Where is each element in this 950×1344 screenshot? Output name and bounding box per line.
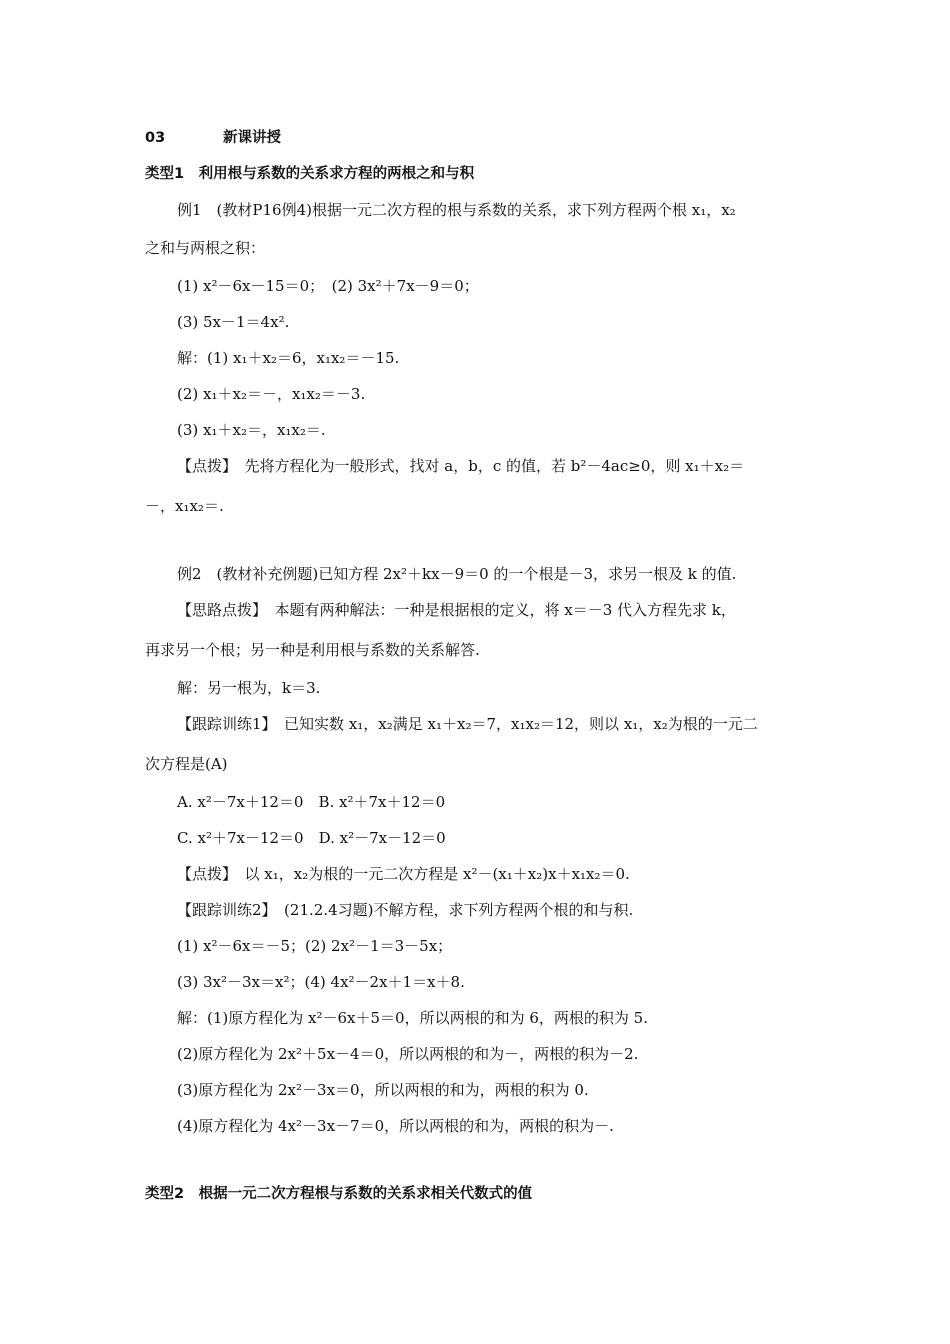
type2-heading: 类型2 根据一元二次方程根与系数的关系求相关代数式的值 bbox=[145, 1186, 533, 1202]
example1-questions-1-2: (1) x²－6x－15＝0； (2) 3x²＋7x－9＝0； bbox=[177, 277, 479, 295]
training2-solution-1: 解：(1)原方程化为 x²－6x＋5＝0，所以两根的和为 6，两根的积为 5. bbox=[177, 1009, 648, 1027]
example2-solution: 解：另一根为，k＝3. bbox=[177, 679, 321, 697]
section-number: 03 bbox=[145, 130, 166, 146]
example2-line1: 例2 (教材补充例题)已知方程 2x²＋kx－9＝0 的一个根是－3，求另一根及 k 的值. bbox=[177, 565, 737, 583]
example1-solution-2: (2) x₁＋x₂＝－，x₁x₂＝－3. bbox=[177, 385, 366, 403]
training1-options-ab: A. x²－7x＋12＝0 B. x²＋7x＋12＝0 bbox=[177, 793, 446, 811]
training2-solution-4: (4)原方程化为 4x²－3x－7＝0，所以两根的和为，两根的积为－. bbox=[177, 1117, 614, 1135]
section-heading bbox=[145, 128, 810, 148]
training1-options-cd: C. x²＋7x－12＝0 D. x²－7x－12＝0 bbox=[177, 829, 446, 847]
training2-solution-2: (2)原方程化为 2x²＋5x－4＝0，所以两根的和为－，两根的积为－2. bbox=[177, 1045, 639, 1063]
example1-line2: 之和与两根之积： bbox=[145, 239, 266, 257]
training2-questions-1-2: (1) x²－6x＝－5；(2) 2x²－1＝3－5x； bbox=[177, 937, 453, 955]
type1-heading: 类型1 利用根与系数的关系求方程的两根之和与积 bbox=[145, 166, 475, 182]
example1-solution-3: (3) x₁＋x₂＝，x₁x₂＝. bbox=[177, 421, 326, 439]
training2-solution-3: (3)原方程化为 2x²－3x＝0，所以两根的和为，两根的积为 0. bbox=[177, 1081, 589, 1099]
example2-hint-line1: 【思路点拨】 本题有两种解法：一种是根据根的定义，将 x＝－3 代入方程先求 k， bbox=[177, 601, 736, 619]
training2-questions-3-4: (3) 3x²－3x＝x²；(4) 4x²－2x＋1＝x＋8. bbox=[177, 973, 465, 991]
training1-line2: 次方程是(A) bbox=[145, 755, 228, 773]
example1-tip-line2: －，x₁x₂＝. bbox=[145, 497, 224, 515]
training1-line1: 【跟踪训练1】 已知实数 x₁，x₂满足 x₁＋x₂＝7，x₁x₂＝12，则以 x₁，x₂为根的一元二 bbox=[177, 715, 758, 733]
training2-line1: 【跟踪训练2】 (21.2.4习题)不解方程，求下列方程两个根的和与积. bbox=[177, 901, 634, 919]
training1-tip: 【点拨】 以 x₁，x₂为根的一元二次方程是 x²－(x₁＋x₂)x＋x₁x₂＝0. bbox=[177, 865, 630, 883]
example1-tip-line1: 【点拨】 先将方程化为一般形式，找对 a，b，c 的值，若 b²－4ac≥0，则 x₁＋x₂＝ bbox=[177, 457, 745, 475]
section-title: 新课讲授 bbox=[223, 130, 281, 146]
example1-question-3: (3) 5x－1＝4x². bbox=[177, 313, 290, 331]
example2-hint-line2: 再求另一个根；另一种是利用根与系数的关系解答. bbox=[145, 641, 480, 659]
example1-solution-1: 解：(1) x₁＋x₂＝6，x₁x₂＝－15. bbox=[177, 349, 400, 367]
example1-line1: 例1 (教材P16例4)根据一元二次方程的根与系数的关系，求下列方程两个根 x₁，x₂ bbox=[177, 201, 736, 219]
